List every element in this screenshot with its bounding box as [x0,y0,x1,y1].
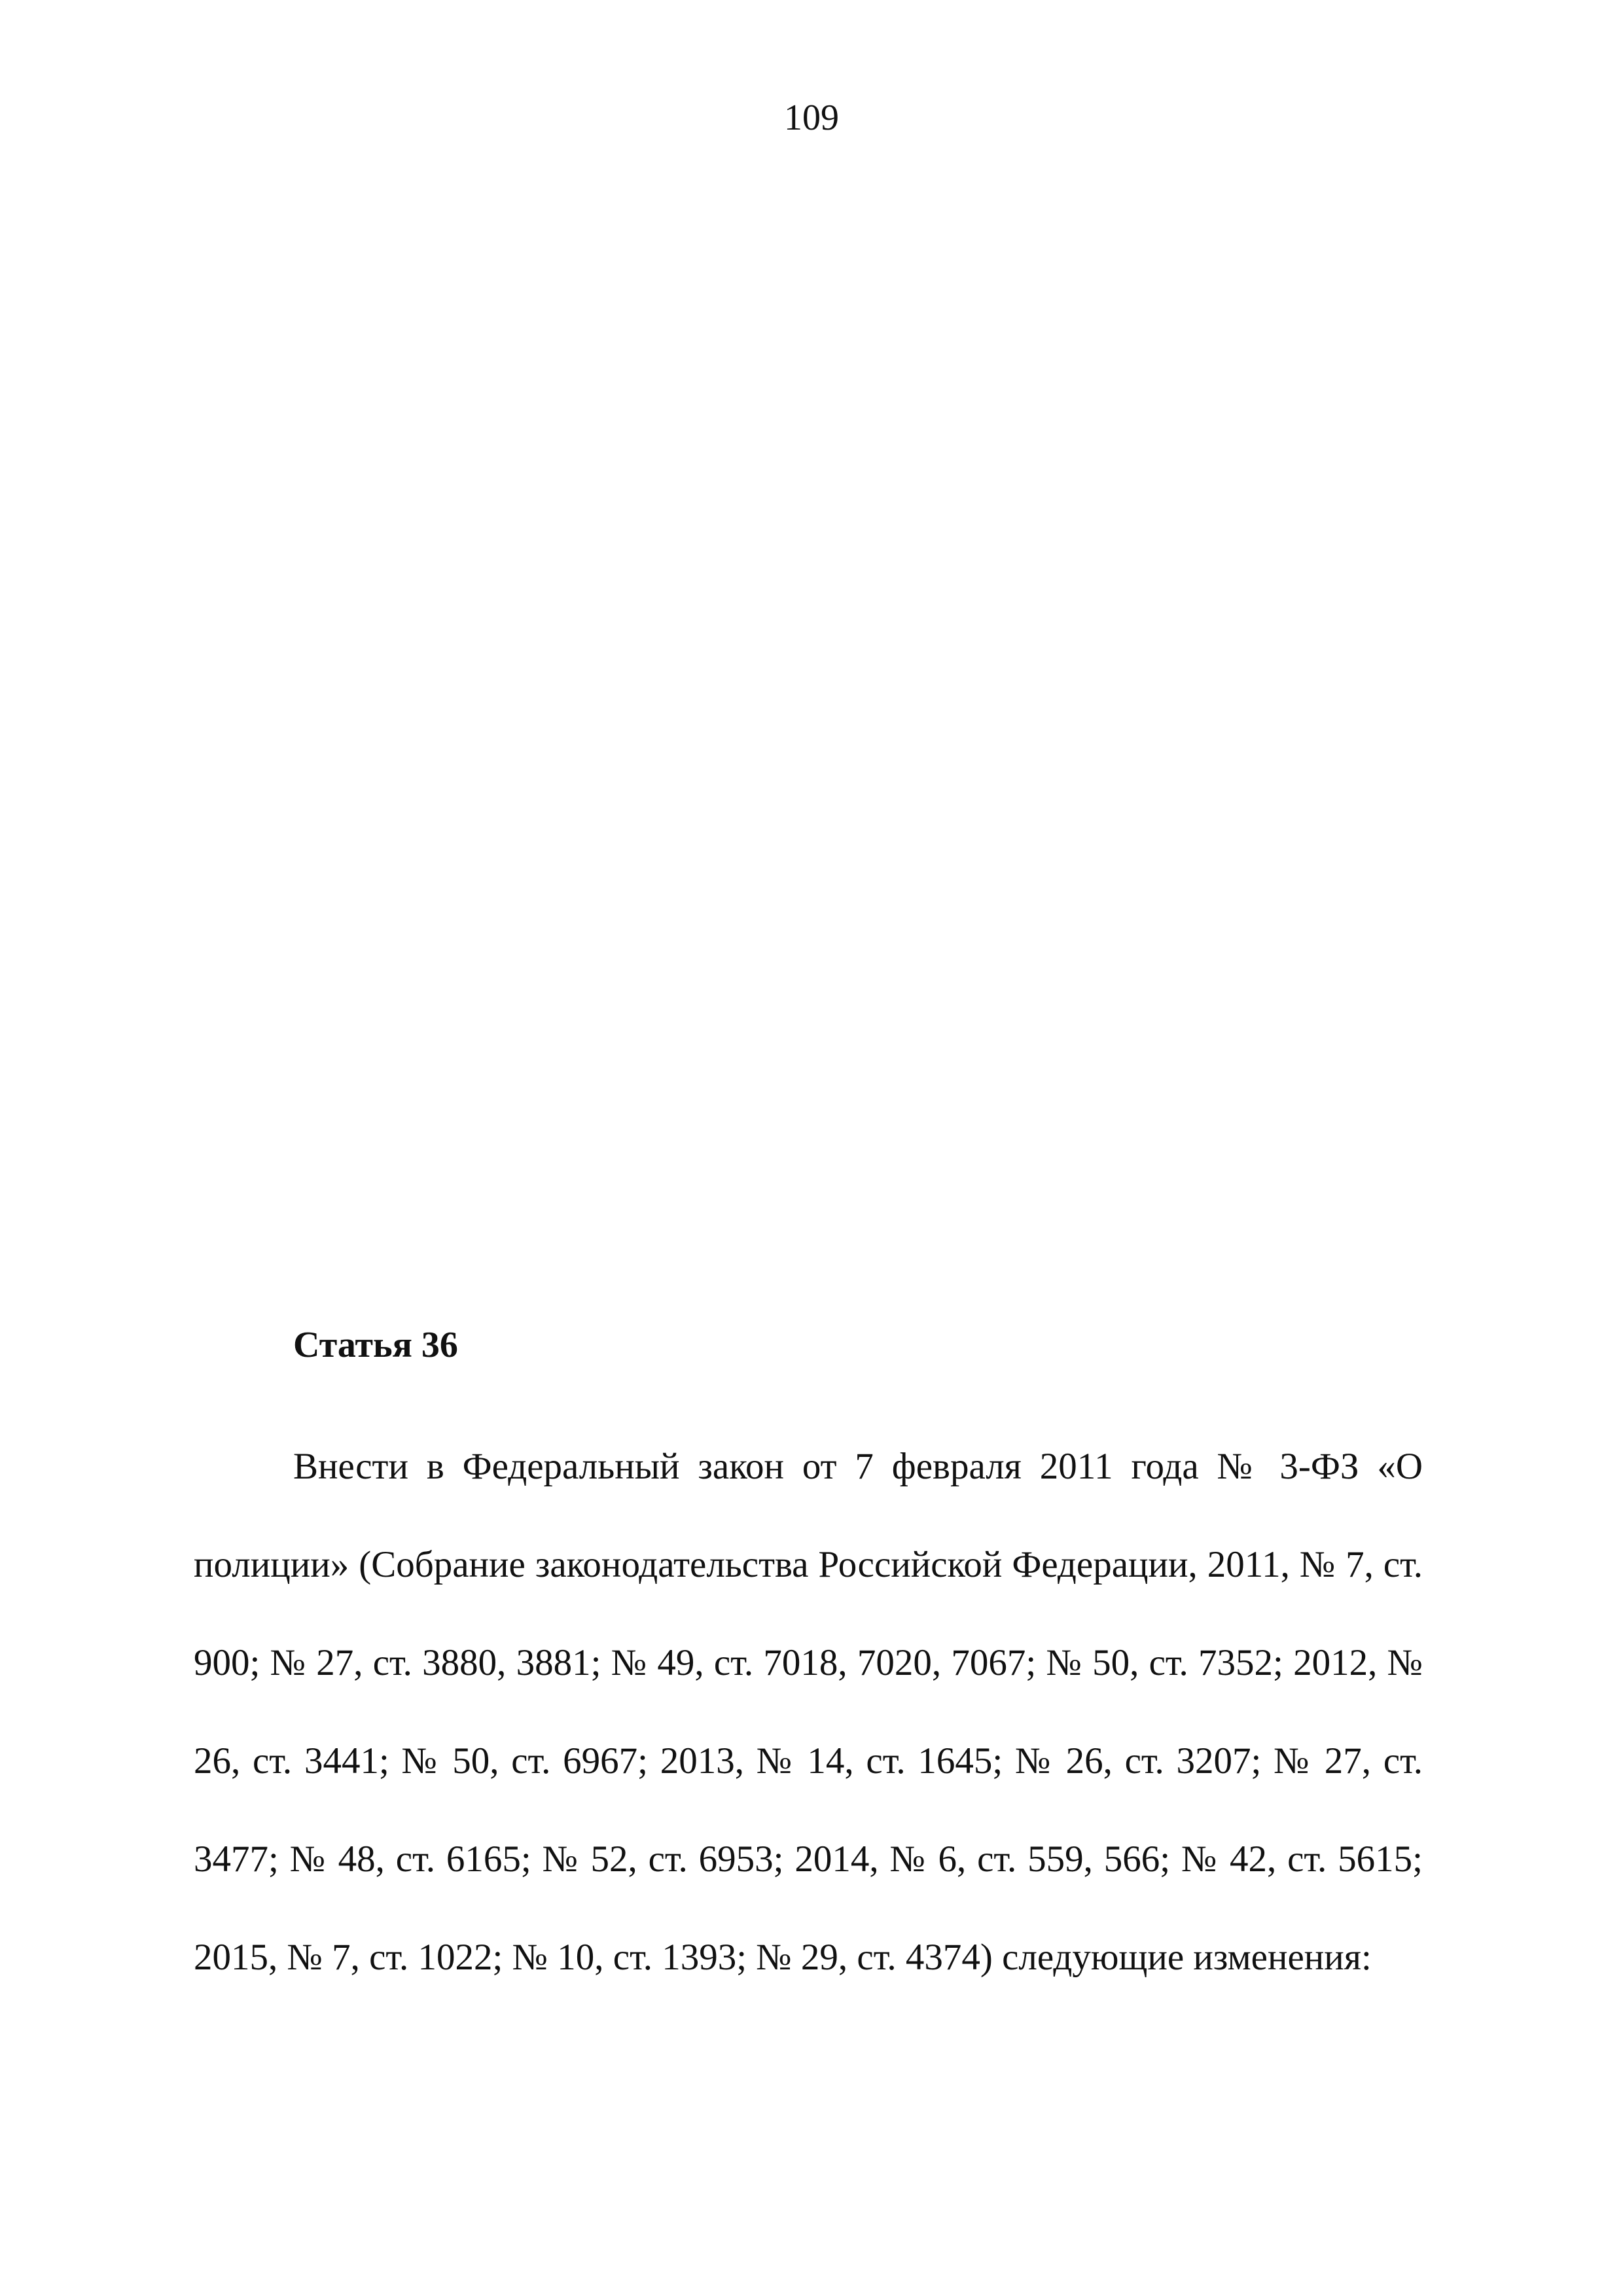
page-number: 109 [784,98,839,138]
article-body-paragraph: Внести в Федеральный закон от 7 февраля 2011 года № 3-ФЗ «О полиции» (Собрание законодательства Российской Федерации, 2011, № 7, ст. 900; № 27, ст. 3880, 3881; № 49, ст. 7018, 7020, 7067; № 50, ст. 7352; 2012, № 26, ст. 3441; № 50, ст. 6967; 2013, № 14, ст. 1645; № 26, ст. 3207; № 27, ст. 3477; № 48, ст. 6165; № 52, ст. 6953; 2014, № 6, ст. 559, 566; № 42, ст. 5615; 2015, № 7, ст. 1022; № 10, ст. 1393; № 29, ст. 4374) следующие изменения: [194,1446,1423,1978]
article-title: Статья 36 [293,1325,458,1365]
